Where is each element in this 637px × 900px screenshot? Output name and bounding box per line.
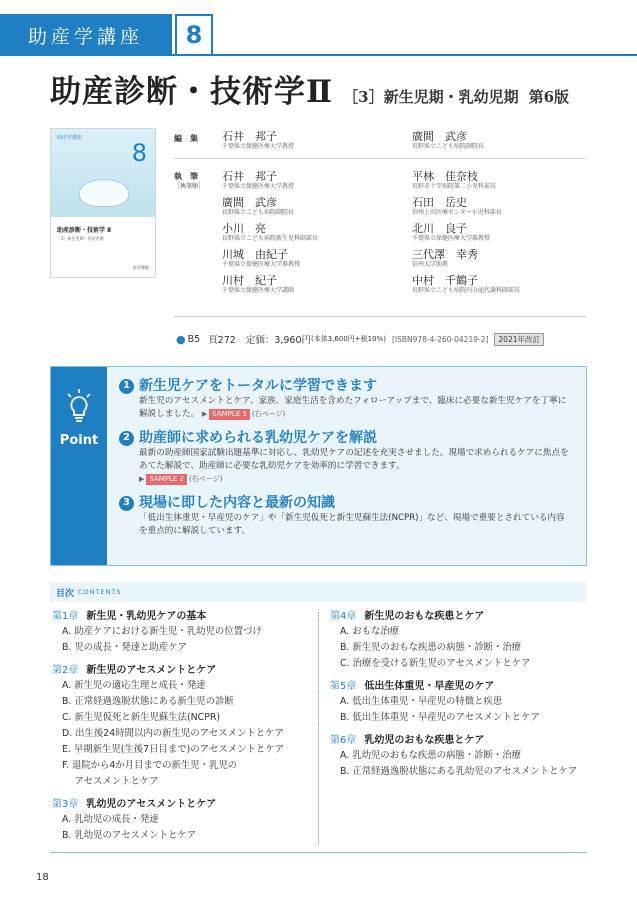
point-number: 2 — [119, 431, 134, 446]
contents-left-column — [52, 610, 312, 844]
isbn: [ISBN978-4-260-04219-2] — [391, 334, 489, 344]
point-heading: 現場に即した内容と最新の知識 — [139, 495, 335, 511]
contents-bottom-rule — [50, 852, 587, 853]
section-item: B. 正常経過逸脱状態にある新生児の診断 — [62, 696, 234, 707]
credits-bottom-rule — [174, 316, 586, 317]
author: 北川 良子 千葉県立保健医療大学准教授 — [412, 222, 491, 242]
author: 川村 紀子 千葉県立保健医療大学講師 — [222, 274, 295, 294]
point-number: 3 — [119, 496, 134, 511]
credits-divider — [174, 158, 586, 159]
contents-title: 目次 — [56, 588, 75, 599]
book-title: 助産診断・技術学Ⅱ — [50, 74, 334, 110]
section-item: B. 児の成長・発達と助産ケア — [62, 642, 187, 653]
sample-note: (右ページ) — [189, 475, 223, 483]
chapter-heading: 第4章 新生児のおもな疾患とケア — [330, 611, 485, 622]
price: 定価：3,960円 — [245, 335, 312, 346]
cover-title: 助産診断・技術学 Ⅱ — [57, 227, 112, 234]
cover-photo — [51, 129, 155, 217]
book-edition: 第6版 — [528, 88, 570, 106]
series-header — [0, 14, 215, 56]
point-item — [119, 429, 572, 486]
section-item: A. おもな治療 — [340, 626, 400, 637]
author: 廣間 武彦 長野県立こども病院副院長 — [222, 196, 295, 216]
page-number: 18 — [36, 872, 49, 883]
section-item: B. 低出生体重児・早産児のアセスメントとケア — [340, 712, 540, 723]
point-body: 新生児のアセスメントとケア、家族、家庭生活を含めたフォローアップまで、臨床に必要な新生児ケアを丁寧に解説しました。 — [139, 396, 567, 419]
triangle-arrow-icon: ▶ — [139, 475, 145, 483]
book-specs — [176, 332, 544, 346]
baby-shoe-illustration — [79, 179, 129, 207]
point-body: 最新の助産師国家試験出題基準に対応し、乳幼児ケアの記述を充実させました。現場で求められるケアに焦点をあてた解説で、助産師に必要な乳幼児ケアを効率的に学習できます。 — [139, 448, 569, 471]
section-item: C. 新生児仮死と新生児蘇生法(NCPR) — [62, 712, 221, 723]
bullet-dot: ● — [176, 332, 186, 346]
chapter-heading: 第3章 乳幼児のアセスメントとケア — [52, 799, 217, 810]
chapter-heading: 第2章 新生児のアセスメントとケア — [52, 665, 217, 676]
book-cover-image — [50, 128, 156, 278]
price-tax: (本体3,600円+税10%) — [311, 335, 386, 343]
section-item: A. 新生児の適応生理と成長・発達 — [62, 680, 206, 691]
chapter-heading: 第1章 新生児・乳幼児ケアの基本 — [52, 611, 207, 622]
section-item: B. 乳幼児のアセスメントとケア — [62, 830, 197, 841]
section-item: アセスメントとケア — [62, 776, 159, 787]
cover-series: 助産学講座 — [57, 135, 83, 141]
contents-en-title: CONTENTS — [78, 588, 122, 596]
cover-publisher: 医学書院 — [133, 265, 149, 270]
point-label: Point — [59, 433, 99, 448]
section-item: F. 退院から4か月目までの新生児・乳児の — [62, 760, 238, 771]
triangle-arrow-icon: ▶ — [201, 410, 208, 418]
section-item: A. 低出生体重児・早産児の特徴と疾患 — [340, 696, 503, 707]
book-size: B5 — [187, 333, 201, 345]
point-box — [50, 366, 587, 566]
series-label: 助産学講座 — [0, 14, 172, 56]
cover-number: 8 — [131, 139, 147, 167]
author: 平林 佳奈枝 長野赤十字病院第二小児科部長 — [412, 170, 497, 190]
point-heading: 助産師に求められる乳幼児ケアを解説 — [139, 430, 377, 446]
author: 石井 邦子 千葉県立保健医療大学教授 — [222, 170, 295, 190]
editor: 廣間 武彦 長野県立こども病院副院長 — [412, 130, 485, 150]
section-item: A. 乳幼児の成長・発達 — [62, 814, 159, 825]
header-rule — [0, 54, 637, 56]
point-number: 1 — [119, 379, 134, 394]
sample-tag: SAMPLE 1 — [209, 409, 250, 420]
section-item: D. 出生後24時間以内の新生児のアセスメントとケア — [62, 728, 284, 739]
section-item: C. 治療を受ける新生児のアセスメントとケア — [340, 658, 531, 669]
point-sidebar — [51, 367, 107, 565]
authors-label: 執 筆 ［執筆順］ — [174, 172, 205, 190]
section-item: A. 乳幼児のおもな疾患の病態・診断・治療 — [340, 750, 521, 761]
section-item: B. 正常経過逸脱状態にある乳幼児のアセスメントとケア — [340, 766, 578, 777]
author: 三代澤 幸秀 信州大学助教 — [412, 248, 478, 268]
sample-tag: SAMPLE 2 — [146, 474, 187, 485]
book-subtitle: ［3］新生児期・乳幼児期 — [343, 88, 519, 106]
editor: 石井 邦子 千葉県立保健医療大学教授 — [222, 130, 295, 150]
point-heading: 新生児ケアをトータルに学習できます — [139, 378, 377, 394]
point-item — [119, 494, 572, 538]
chapter-heading: 第5章 低出生体重児・早産児のケア — [330, 681, 495, 692]
point-content — [107, 367, 586, 565]
contents-header — [50, 582, 587, 602]
book-title-row — [50, 66, 569, 111]
cover-subtitle: ［3］新生児期・乳幼児期 — [57, 236, 104, 241]
section-item: B. 新生児のおもな疾患の病態・診断・治療 — [340, 642, 522, 653]
author: 石田 岳史 信州上田医療センター小児科部長 — [412, 196, 502, 216]
revision-badge: 2021年改訂 — [494, 333, 544, 346]
editors-label: 編 集 — [174, 134, 198, 143]
section-item: E. 早期新生児(生後7日目まで)のアセスメントとケア — [62, 744, 284, 755]
point-body: 「低出生体重児・早産児のケア」や「新生児仮死と新生児蘇生法(NCPR)」など、現場で重要とされている内容を重点的に解説しています。 — [139, 513, 565, 536]
section-item: A. 助産ケアにおける新生児・乳幼児の位置づけ — [62, 626, 262, 637]
contents-divider — [318, 612, 319, 844]
chapter-heading: 第6章 乳幼児のおもな疾患とケア — [330, 735, 485, 746]
lightbulb-icon — [66, 389, 92, 425]
author: 川城 由紀子 千葉県立保健医療大学准教授 — [222, 248, 301, 268]
contents-right-column — [330, 610, 590, 780]
point-item — [119, 377, 572, 421]
page-count: 頁272 — [208, 335, 236, 346]
sample-note: (右ページ) — [251, 410, 286, 418]
series-number: 8 — [175, 14, 213, 56]
author: 中村 千鶴子 長野県立こども病院内分泌代謝科副部長 — [412, 274, 521, 294]
author: 小川 亮 長野県立こども病院新生児科副部長 — [222, 222, 319, 242]
